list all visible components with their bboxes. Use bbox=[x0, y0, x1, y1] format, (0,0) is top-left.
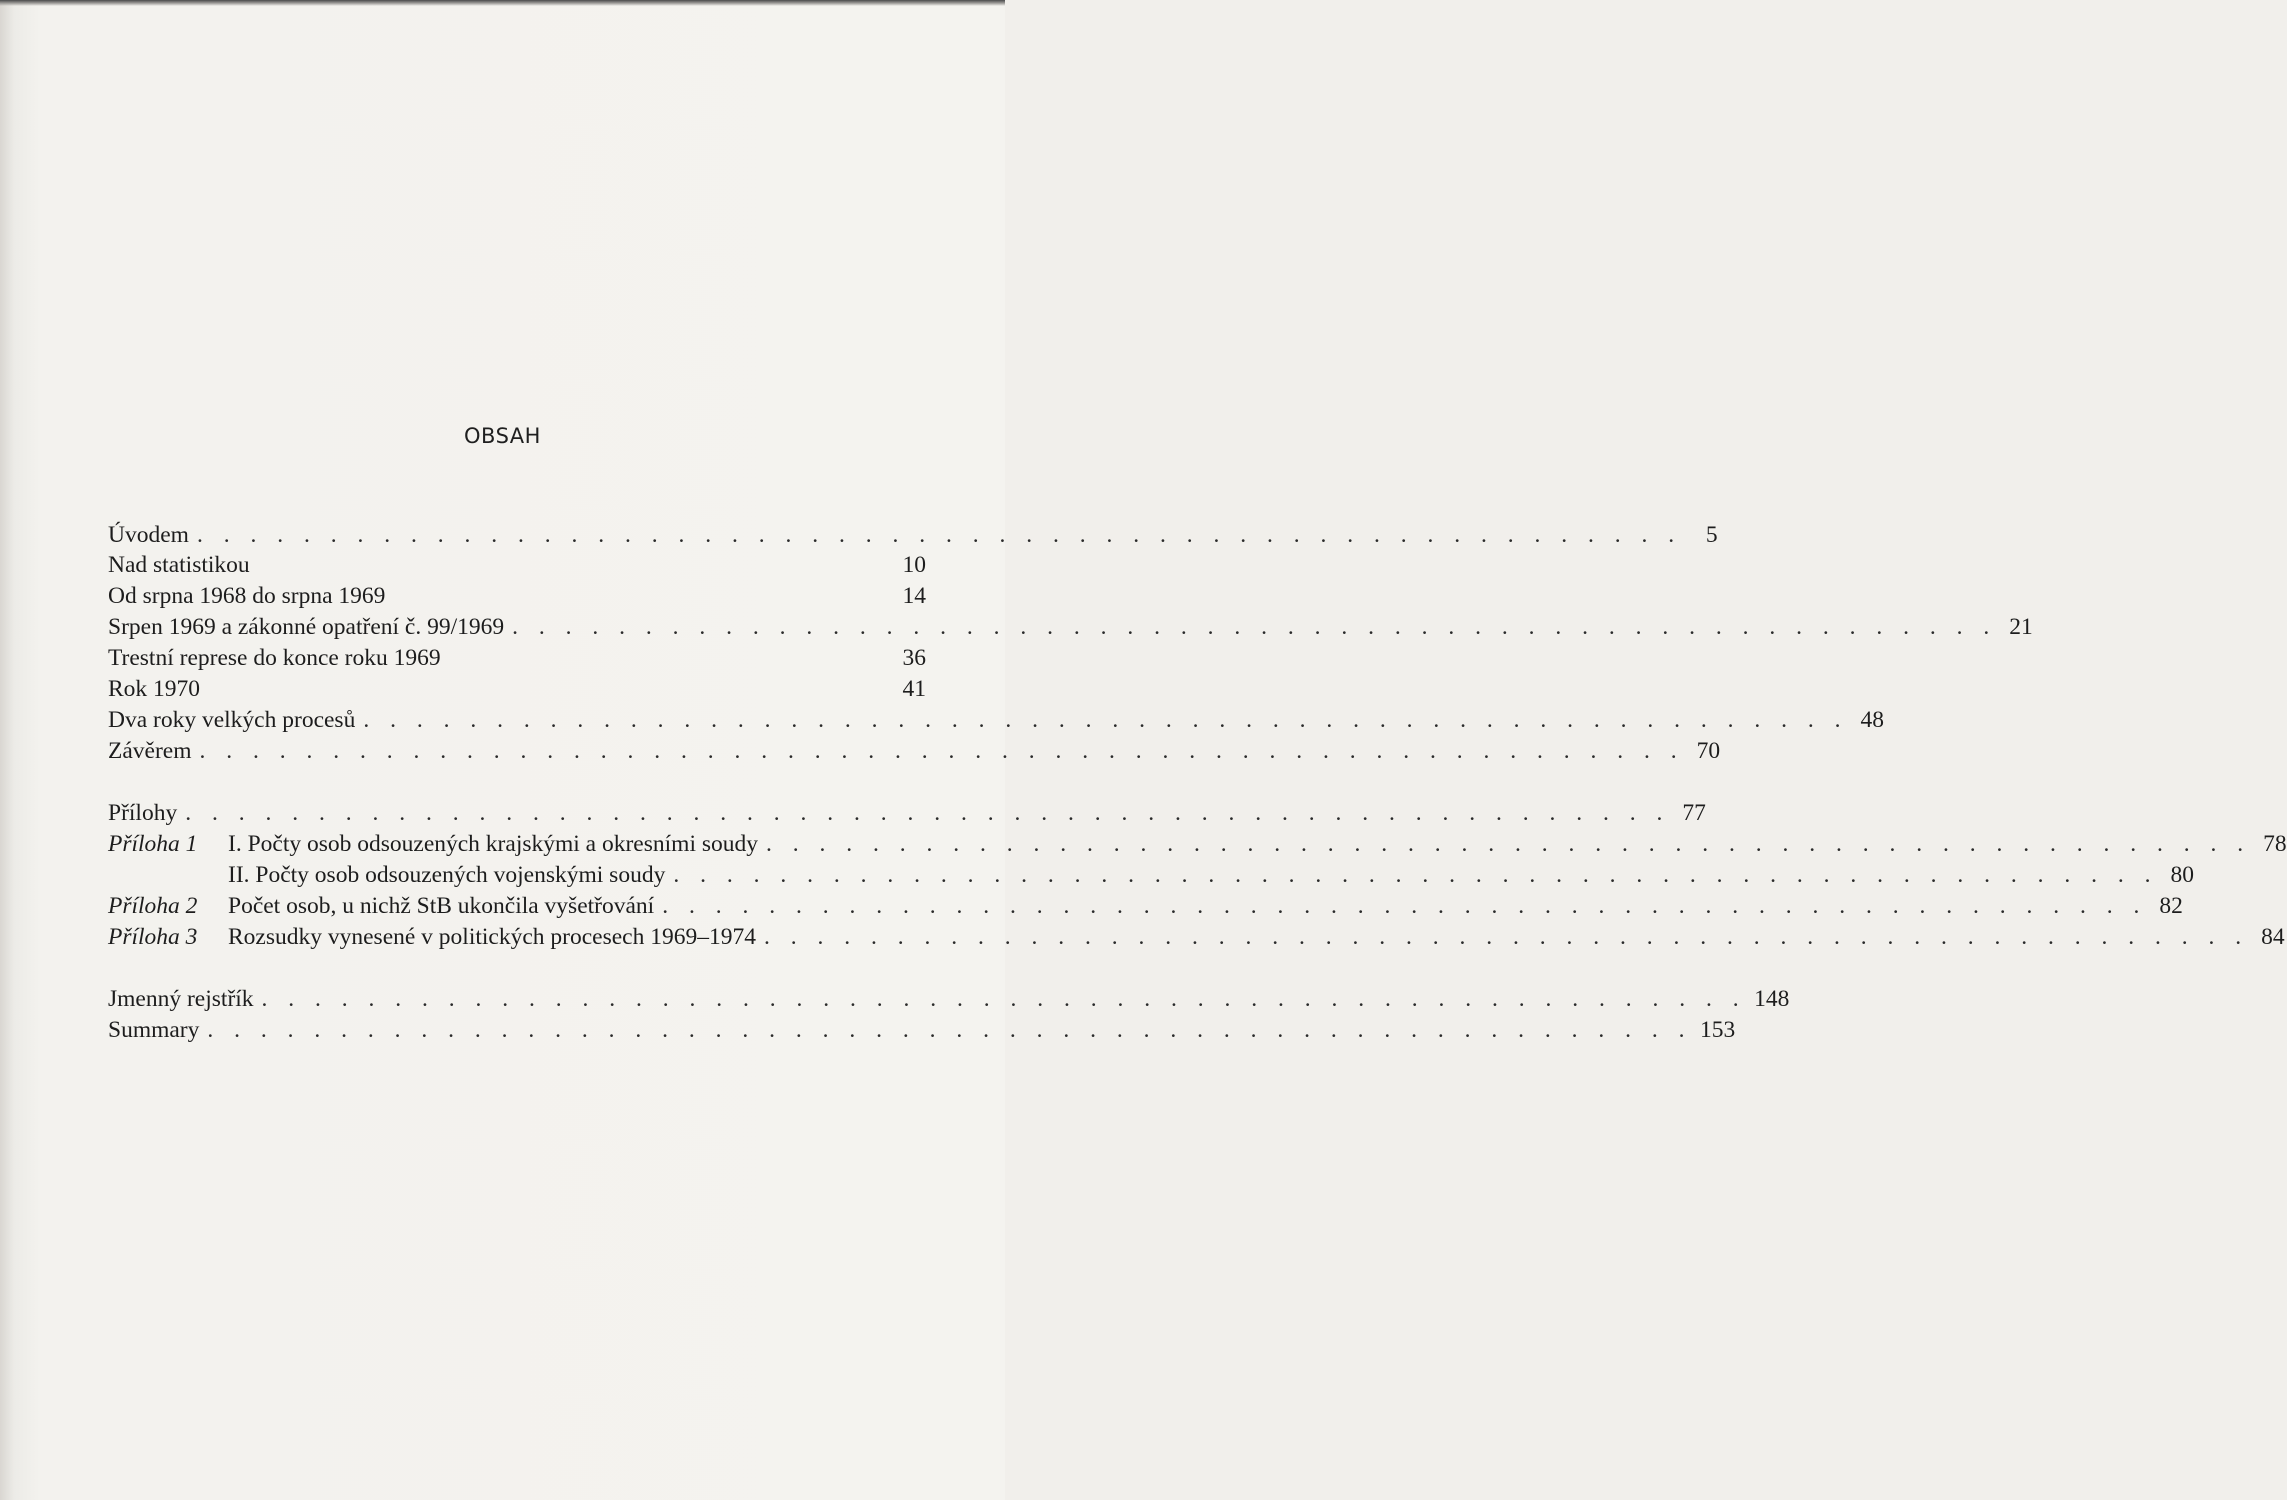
toc-row-summary[interactable] bbox=[108, 1017, 1736, 1047]
toc-row-trestni-represe[interactable] bbox=[108, 645, 926, 675]
toc-leader-dots: . . . . . . . . . . . . . . . . . . . . . . . . . . . . . . . . . . . . . . . . . . . . . . . . . . . . . . . . bbox=[363, 707, 1848, 733]
toc-page-number: 41 bbox=[902, 676, 926, 702]
toc-entry-label: Summary bbox=[108, 1017, 200, 1043]
toc-entry-label: II. Počty osob odsouzených vojenskými soudy bbox=[228, 862, 666, 888]
toc-row-nad-statistikou[interactable] bbox=[108, 552, 926, 582]
toc-page-number: 70 bbox=[1696, 738, 1721, 764]
toc-entry-label: Dva roky velkých procesů bbox=[108, 707, 356, 733]
toc-leader-dots: . . . . . . . . . . . . . . . . . . . . . . . . . . . . . . . . . . . . . . . . . . . . . . . . . . . . . . . . bbox=[512, 614, 1997, 640]
toc-page-number: 80 bbox=[2170, 862, 2194, 888]
toc-entry-label: I. Počty osob odsouzených krajskými a okresními soudy bbox=[228, 831, 758, 857]
toc-entry-label: Nad statistikou bbox=[108, 552, 250, 578]
toc-page-number: 48 bbox=[1860, 707, 1884, 733]
toc-row-priloha-1-i[interactable] bbox=[108, 831, 2287, 861]
toc-row-priloha-3[interactable] bbox=[108, 924, 2285, 954]
appendix-prefix: Příloha 2 bbox=[108, 893, 198, 919]
toc-page-number: 153 bbox=[1700, 1017, 1736, 1043]
toc-page-number: 148 bbox=[1754, 986, 1790, 1012]
toc-entry-label: Od srpna 1968 do srpna 1969 bbox=[108, 583, 386, 609]
toc-page-number: 36 bbox=[902, 645, 926, 671]
toc-page-number: 82 bbox=[2159, 893, 2183, 919]
toc-row-jmenny-rejstrik[interactable] bbox=[108, 986, 1790, 1016]
appendix-prefix: Příloha 3 bbox=[108, 924, 198, 950]
toc-row-uvodem[interactable] bbox=[108, 522, 1718, 552]
toc-leader-dots: . . . . . . . . . . . . . . . . . . . . . . . . . . . . . . . . . . . . . . . . . . . . . . . . . . . . . . . . bbox=[662, 893, 2147, 919]
toc-row-priloha-1-ii[interactable] bbox=[108, 862, 2194, 892]
appendix-prefix: Příloha 1 bbox=[108, 831, 198, 857]
toc-leader-dots: . . . . . . . . . . . . . . . . . . . . . . . . . . . . . . . . . . . . . . . . . . . . . . . . . . . . . . . . bbox=[673, 862, 2158, 888]
toc-leader-dots: . . . . . . . . . . . . . . . . . . . . . . . . . . . . . . . . . . . . . . . . . . . . . . . . . . . . . . . . bbox=[196, 522, 1682, 548]
toc-row-dva-roky[interactable] bbox=[108, 707, 1884, 737]
toc-leader-dots: . . . . . . . . . . . . . . . . . . . . . . . . . . . . . . . . . . . . . . . . . . . . . . . . . . . . . . . . bbox=[199, 738, 1685, 764]
toc-page-number: 84 bbox=[2261, 924, 2285, 950]
toc-row-prilohy[interactable] bbox=[108, 800, 1706, 830]
toc-page-number: 14 bbox=[902, 583, 926, 609]
page-title: OBSAH bbox=[464, 424, 541, 448]
toc-page-number: 77 bbox=[1682, 800, 1706, 826]
toc-leader-dots: . . . . . . . . . . . . . . . . . . . . . . . . . . . . . . . . . . . . . . . . . . . . . . . . . . . . . . . . bbox=[261, 986, 1747, 1012]
toc-row-zaverem[interactable] bbox=[108, 738, 1721, 768]
toc-row-priloha-2[interactable] bbox=[108, 893, 2183, 923]
toc-entry-label: Závěrem bbox=[108, 738, 192, 764]
toc-entry-label: Rozsudky vynesené v politických procesech 1969–1974 bbox=[228, 924, 756, 950]
toc-row-srpen-1969[interactable] bbox=[108, 614, 2033, 644]
toc-page-number: 5 bbox=[1705, 522, 1718, 548]
toc-row-rok-1970[interactable] bbox=[108, 676, 926, 706]
toc-leader-dots: . . . . . . . . . . . . . . . . . . . . . . . . . . . . . . . . . . . . . . . . . . . . . . . . . . . . . . . . bbox=[207, 1017, 1693, 1043]
toc-leader-dots: . . . . . . . . . . . . . . . . . . . . . . . . . . . . . . . . . . . . . . . . . . . . . . . . . . . . . . . . bbox=[766, 831, 2251, 857]
toc-page-number: 21 bbox=[2009, 614, 2033, 640]
toc-leader-dots: . . . . . . . . . . . . . . . . . . . . . . . . . . . . . . . . . . . . . . . . . . . . . . . . . . . . . . . . bbox=[185, 800, 1670, 826]
toc-entry-label: Jmenný rejstřík bbox=[108, 986, 254, 1012]
toc-entry-label: Trestní represe do konce roku 1969 bbox=[108, 645, 441, 671]
toc-row-od-srpna[interactable] bbox=[108, 583, 926, 613]
toc-entry-label: Počet osob, u nichž StB ukončila vyšetřování bbox=[228, 893, 655, 919]
toc-page-number: 10 bbox=[902, 552, 926, 578]
toc-entry-label: Srpen 1969 a zákonné opatření č. 99/1969 bbox=[108, 614, 505, 640]
page-top-edge bbox=[0, 0, 1005, 6]
toc-page-number: 78 bbox=[2263, 831, 2287, 857]
toc-leader-dots: . . . . . . . . . . . . . . . . . . . . . . . . . . . . . . . . . . . . . . . . . . . . . . . . . . . . . . . . bbox=[763, 924, 2249, 950]
toc-entry-label: Úvodem bbox=[108, 522, 189, 548]
toc-entry-label: Přílohy bbox=[108, 800, 178, 826]
toc-entry-label: Rok 1970 bbox=[108, 676, 201, 702]
